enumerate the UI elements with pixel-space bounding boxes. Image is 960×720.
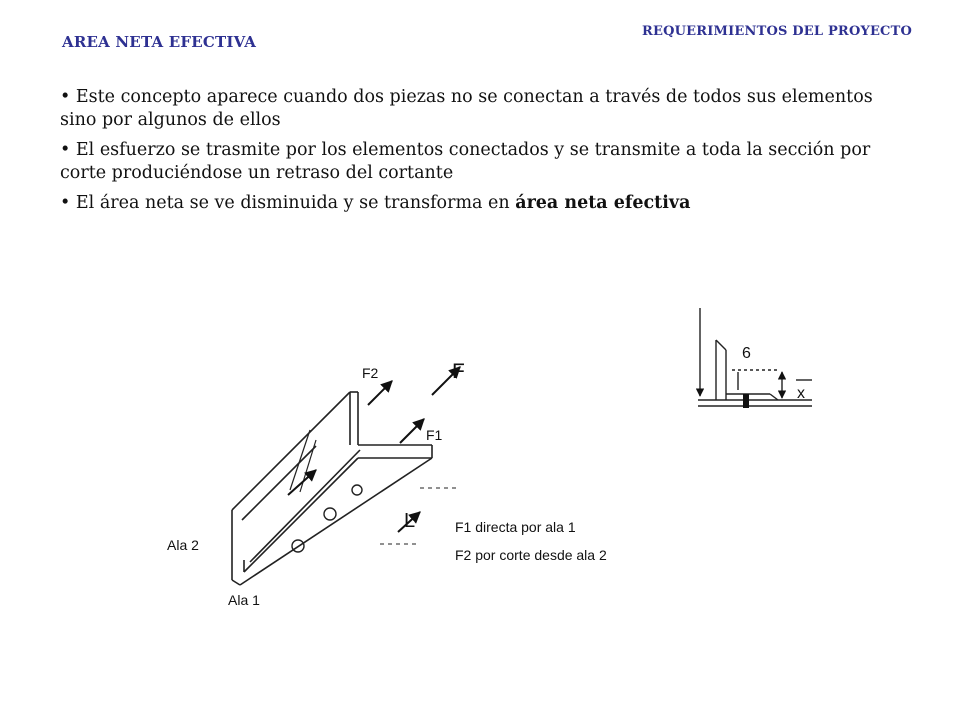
ala-2-label: Ala 2 bbox=[167, 537, 199, 553]
force-f-label: F bbox=[452, 360, 465, 383]
weld-x-label: x bbox=[797, 385, 805, 402]
bullet-3-emphasis: área neta efectiva bbox=[515, 193, 691, 213]
weld-bead bbox=[743, 394, 749, 408]
bullet-item-2: • El esfuerzo se trasmite por los elementos conectados y se transmite a toda la sección por corte produciéndose un retraso del cortante bbox=[60, 140, 871, 183]
page-title: AREA NETA EFECTIVA bbox=[62, 33, 257, 51]
weld-detail-drawing bbox=[698, 308, 812, 406]
bolt-hole bbox=[324, 508, 336, 520]
force-arrows bbox=[288, 367, 460, 532]
bullet-item-1: • Este concepto aparece cuando dos piezas no se conectan a través de todos sus elementos sino por algunos de ellos bbox=[60, 87, 873, 130]
length-label: L bbox=[404, 510, 416, 532]
bullet-item-3 bbox=[60, 192, 880, 215]
weld-size-label: 6 bbox=[742, 345, 751, 362]
force-f1-label: F1 bbox=[426, 427, 443, 443]
force-f1-arrow bbox=[400, 419, 424, 443]
note-f2-shear: F2 por corte desde ala 2 bbox=[455, 547, 607, 563]
note-f1-direct: F1 directa por ala 1 bbox=[455, 519, 576, 535]
bullet-list bbox=[60, 86, 880, 222]
ala-1-label: Ala 1 bbox=[228, 592, 260, 608]
bolt-holes bbox=[292, 485, 362, 552]
angle-section-drawing bbox=[232, 392, 458, 585]
bolt-hole bbox=[352, 485, 362, 495]
bullet-3-text: • El área neta se ve disminuida y se transforma en bbox=[60, 193, 516, 213]
force-f2-arrow bbox=[368, 381, 392, 405]
angle-connection-figure bbox=[0, 290, 960, 620]
section-header: REQUERIMIENTOS DEL PROYECTO bbox=[641, 24, 912, 39]
force-f2-label: F2 bbox=[362, 365, 379, 381]
